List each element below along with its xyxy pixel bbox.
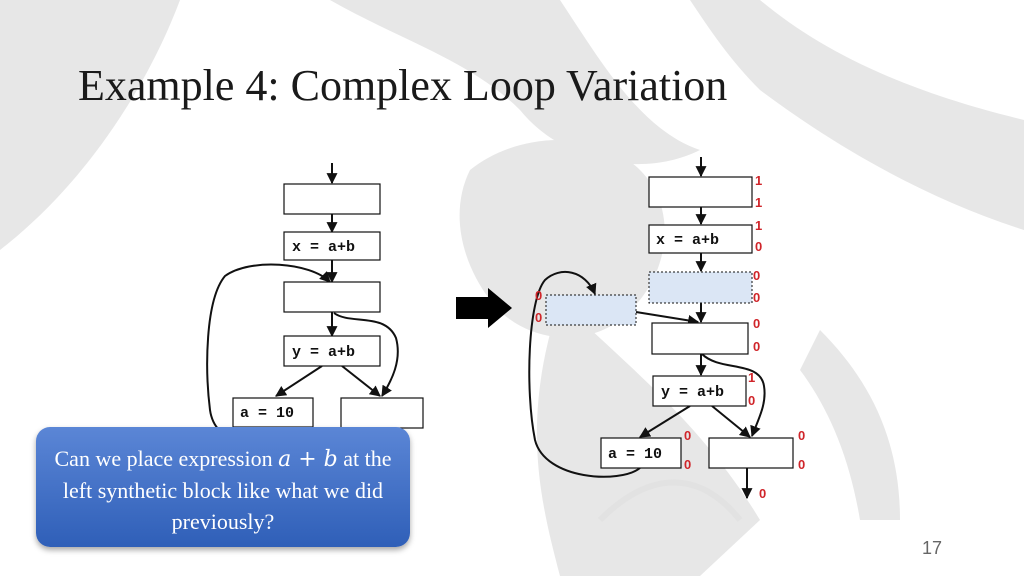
count-syn-left-bottom: 0 [535, 310, 543, 325]
count-x-top: 1 [755, 218, 763, 233]
right-join-block [652, 323, 748, 354]
count-exit-top: 0 [798, 428, 806, 443]
count-syn-right-bottom: 0 [753, 290, 761, 305]
count-x-bottom: 0 [755, 239, 763, 254]
count-a-bottom: 0 [684, 457, 692, 472]
right-edge-y-a [640, 406, 690, 437]
right-edge-synleft-join [636, 312, 698, 322]
question-callout [36, 427, 410, 547]
page-number: 17 [922, 538, 943, 558]
right-y-stmt: y = a+b [661, 384, 725, 401]
left-y-stmt: y = a+b [292, 344, 356, 361]
callout-math: a + b [278, 447, 338, 472]
count-join-top: 0 [753, 316, 761, 331]
right-synthetic-block-top [649, 272, 752, 303]
count-entry-top: 1 [755, 173, 763, 188]
right-exit-block [709, 438, 793, 468]
count-syn-right-top: 0 [753, 268, 761, 283]
left-x-stmt: x = a+b [292, 239, 356, 256]
right-edge-y-exitblk [712, 406, 750, 437]
callout-text-after: at the left synthetic block like what we did previously? [62, 446, 392, 534]
right-a-stmt: a = 10 [608, 446, 663, 463]
slide-title: Example 4: Complex Loop Variation [78, 61, 728, 110]
right-x-stmt: x = a+b [656, 232, 720, 249]
count-exit-bottom: 0 [798, 457, 806, 472]
count-entry-bottom: 1 [755, 195, 763, 210]
count-syn-left-top: 0 [535, 288, 543, 303]
count-y-top: 1 [748, 370, 756, 385]
left-a-stmt: a = 10 [240, 405, 295, 422]
count-join-bottom: 0 [753, 339, 761, 354]
callout-text-before: Can we place expression [54, 446, 279, 471]
right-synthetic-block-left [546, 295, 636, 325]
count-y-bottom: 0 [748, 393, 756, 408]
count-a-top: 0 [684, 428, 692, 443]
count-out: 0 [759, 486, 767, 501]
right-entry-block [649, 177, 752, 207]
